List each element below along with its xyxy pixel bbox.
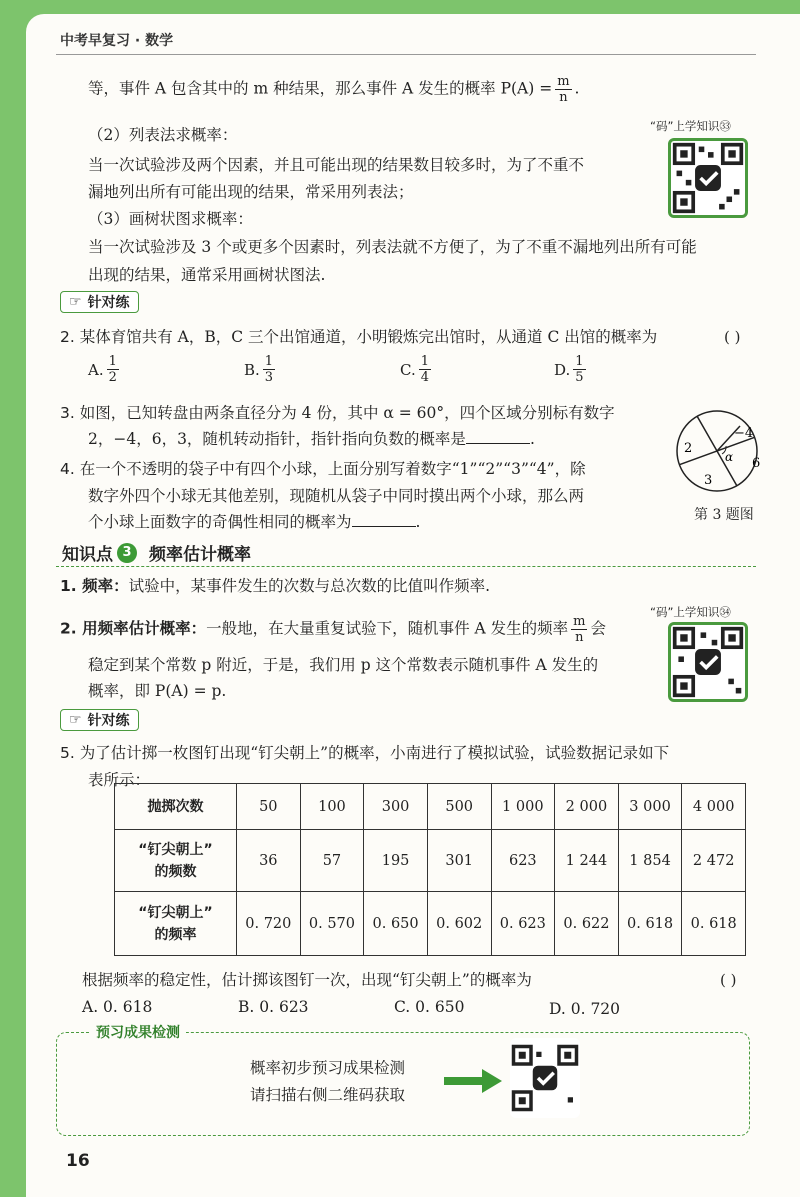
spinner-figure [662,404,772,504]
q2-text: 2. 某体育馆共有 A，B，C 三个出馆通道，小明锻炼完出馆时，从通道 C 出馆的概率为 [60,328,658,346]
kp3-item1: 1. 频率：试验中，某事件发生的次数与总次数的比值叫作频率. [60,577,491,595]
qr-code-preview[interactable] [510,1038,580,1118]
method3-line2: 出现的结果，通常采用画树状图法. [88,266,326,284]
qr-label-34: “码”上学知识㉞ [650,605,731,619]
method3-heading: （3）画树状图求概率： [88,210,253,228]
alpha-label: α [725,450,734,464]
page-number: 16 [66,1151,90,1171]
qr-code-34[interactable] [668,622,748,702]
hand-icon: ☞ [69,712,82,728]
figure-caption: 第 3 题图 [694,507,754,523]
q2-option-d: D. $\frac{1}{5}$ [554,354,584,385]
practice-badge-2: ☞ 针对练 [60,709,139,731]
preview-check-title: 预习成果检测 [90,1022,186,1042]
q5-answer-paren: ( ) [720,971,737,989]
table-row: 抛掷次数 50 100 300 500 1 000 2 000 3 000 4 000 [115,784,746,830]
preview-line2: 请扫描右侧二维码获取 [250,1086,406,1104]
region-label-left: 2 [684,441,693,456]
arrow-right-icon [444,1066,504,1096]
q2-option-b: B. $\frac{1}{3}$ [244,354,274,385]
q2-option-a: A. $\frac{1}{2}$ [88,354,117,385]
method3-line1: 当一次试验涉及 3 个或更多个因素时，列表法就不方便了，为了不重不漏地列出所有可能 [88,238,697,256]
table-row: “钉尖朝上” 的频数 36 57 195 301 623 1 244 1 854 2 472 [115,830,746,892]
table-row: “钉尖朝上” 的频率 0. 720 0. 570 0. 650 0. 602 0. 623 0. 622 0. 618 0. 618 [115,892,746,956]
hand-icon: ☞ [69,294,82,310]
q4-line2: 数字外四个小球无其他差别，现随机从袋子中同时摸出两个小球，那么两 [88,487,585,505]
q2-option-c: C. $\frac{1}{4}$ [400,354,429,385]
q5-line1: 5. 为了估计掷一枚图钉出现“钉尖朝上”的概率，小南进行了模拟试验，试验数据记录如下 [60,744,670,762]
section-divider [56,566,756,567]
method2-line2: 漏地列出所有可能出现的结果，常采用列表法； [88,183,414,201]
q5-option-b: B. 0. 623 [238,998,309,1016]
q4-line3: 个小球上面数字的奇偶性相同的概率为 . [88,513,421,531]
q3-line2: 2，−4，6，3，随机转动指针，指针指向负数的概率是 . [88,430,535,448]
q5-option-d: D. 0. 720 [549,1000,621,1018]
intro-line: 等，事件 A 包含其中的 m 种结果，那么事件 A 发生的概率 P(A) = $\frac{m}{n}$ . [88,74,580,105]
knowledge-point-title: 知识点 3 频率估计概率 [62,540,251,565]
header-divider [56,54,756,55]
q3-blank[interactable] [466,443,530,444]
kp3-item2-line3: 概率，即 P(A) = p. [88,682,227,700]
q2-answer-paren: ( ) [724,328,741,346]
q4-line1: 4. 在一个不透明的袋子中有四个小球，上面分别写着数字“1”“2”“3”“4”，除 [60,460,586,478]
method2-heading: （2）列表法求概率： [88,126,238,144]
region-label-bottom: 3 [704,473,713,488]
region-label-top: −4 [734,426,754,441]
q3-line1: 3. 如图，已知转盘由两条直径分为 4 份，其中 α = 60°，四个区域分别标有数字 [60,404,615,422]
running-header: 中考早复习 · 数学 [60,33,174,49]
q5-line2: 表所示： [88,771,151,789]
region-label-right: 6 [752,456,761,471]
data-table [114,783,746,956]
method2-line1: 当一次试验涉及两个因素，并且可能出现的结果数目较多时，为了不重不 [88,156,585,174]
q5-option-a: A. 0. 618 [82,998,153,1016]
kp3-item2-line2: 稳定到某个常数 p 附近，于是，我们用 p 这个常数表示随机事件 A 发生的 [88,656,599,674]
preview-line1: 概率初步预习成果检测 [250,1059,406,1077]
practice-badge-1: ☞ 针对练 [60,291,139,313]
qr-label-33: “码”上学知识㉝ [650,119,731,133]
intro-fraction: $\frac{m}{n}$ [557,74,570,105]
qr-code-33[interactable] [668,138,748,218]
q5-option-c: C. 0. 650 [394,998,465,1016]
q5-question: 根据频率的稳定性，估计掷该图钉一次，出现“钉尖朝上”的概率为 [82,971,532,989]
page [26,14,800,1197]
kp3-item2-line1: 2. 用频率估计概率：一般地，在大量重复试验下，随机事件 A 发生的频率 $\frac{m}{n}$ 会 [60,614,606,645]
q4-blank[interactable] [352,526,416,527]
